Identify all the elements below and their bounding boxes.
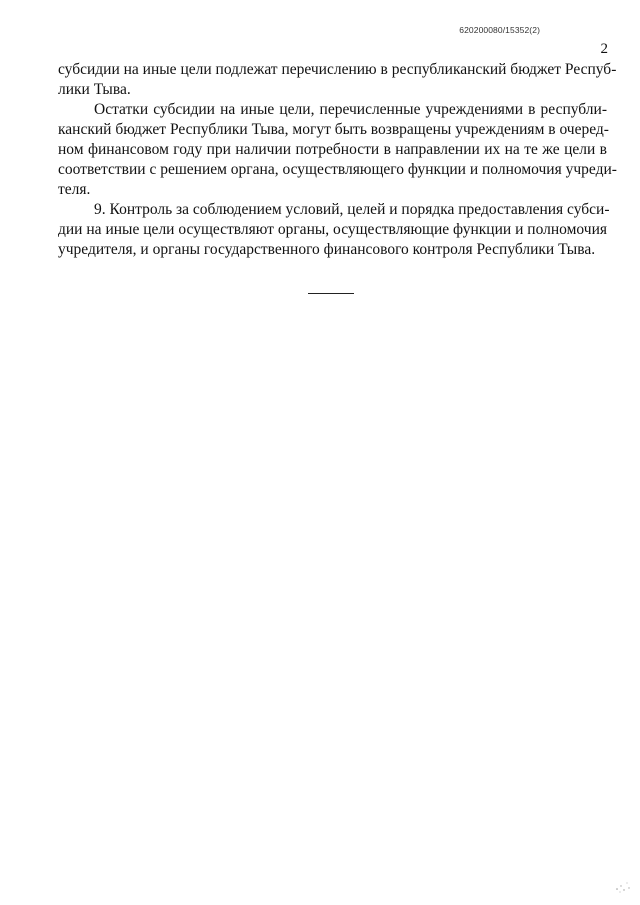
document-body	[58, 60, 617, 260]
text-line: Остатки субсидии на иные цели, перечисленные учреждениями в республи-	[94, 101, 607, 118]
paragraph-continuation	[58, 60, 617, 100]
text-line: канский бюджет Республики Тыва, могут быть возвращены учреждениям в очеред-	[58, 121, 609, 138]
text-line: 9. Контроль за соблюдением условий, целей и порядка предоставления субси-	[94, 201, 610, 218]
text-line: ном финансовом году при наличии потребности в направлении их на те же цели в	[58, 141, 607, 158]
text-line: соответствии с решением органа, осуществляющего функции и полномочия учреди-	[58, 161, 617, 178]
text-line: дии на иные цели осуществляют органы, осуществляющие функции и полномочия	[58, 221, 607, 238]
page-number: 2	[600, 41, 608, 57]
end-of-document-rule	[308, 293, 354, 294]
text-line: учредителя, и органы государственного финансового контроля Республики Тыва.	[58, 241, 596, 258]
paragraph-remaining-subsidies	[58, 100, 617, 200]
scan-mark-icon	[612, 876, 634, 894]
text-line: лики Тыва.	[58, 81, 131, 98]
text-line: теля.	[58, 181, 91, 198]
text-line: субсидии на иные цели подлежат перечислению в республиканский бюджет Респуб-	[58, 61, 617, 78]
document-id: 620200080/15352(2)	[459, 25, 540, 35]
paragraph-item-9-control	[58, 200, 610, 260]
